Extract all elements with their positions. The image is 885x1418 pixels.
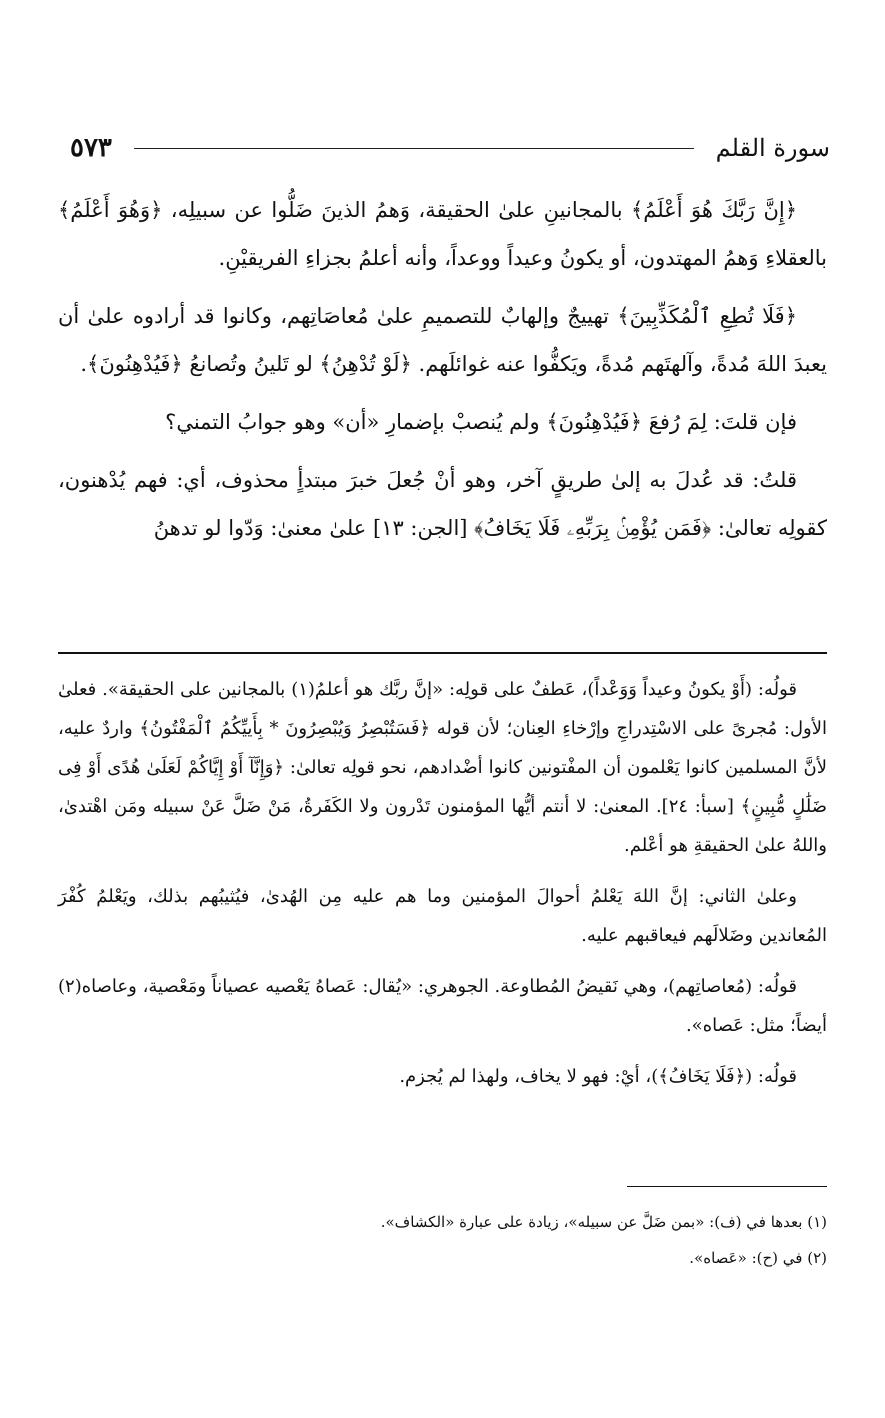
footnotes	[58, 1204, 827, 1276]
page-header	[70, 128, 830, 168]
commentary-paragraph: قولُه: (﴿فَلَا يَخَافُ﴾)، أيْ: فهو لا يخاف، ولهذا لم يُجزم.	[399, 1066, 797, 1087]
footnote: (٢) في (ح): «عَصاه».	[689, 1249, 827, 1267]
surah-title: سورة القلم	[715, 134, 830, 162]
commentary-paragraph: وعلىٰ الثاني: إنَّ اللهَ يَعْلمُ أحوالَ المؤمنين وما هم عليه مِن الهُدىٰ، فيُثيبُهم بذلك، ويَعْلمُ كُفْرَ المُعاندين وضَلالَهم فيعاقبهم عليه.	[58, 886, 827, 946]
section-divider	[58, 652, 827, 654]
page-number: ٥٧٣	[70, 133, 112, 163]
footnote: (١) بعدها في (ف): «بمن ضَلَّ عن سبيله»، زيادة على عبارة «الكشاف».	[380, 1213, 827, 1231]
main-paragraph: فإن قلتَ: لِمَ رُفعَ ﴿فَيُدْهِنُونَ﴾ ولم يُنصبْ بإضمارِ «أن» وهو جوابُ التمني؟	[165, 410, 797, 434]
main-paragraph: قلتُ: قد عُدلَ به إلىٰ طريقٍ آخر، وهو أنْ جُعلَ خبرَ مبتدأٍ محذوف، أي: فهم يُدْهنون، كقولِه تعالىٰ: ﴿فَمَن يُؤْمِنۢ بِرَبِّهِۦ فَلَا يَخَافُ﴾ [الجن: ١٣] علىٰ معنىٰ: وَدّوا لو تدهنُ	[58, 468, 827, 540]
header-rule	[134, 148, 694, 149]
main-text	[58, 186, 827, 562]
commentary	[58, 670, 827, 1108]
commentary-paragraph: قولُه: (أَوْ يكونُ وعيداً وَوَعْداً)، عَطفٌ على قولِه: «إنَّ ربَّك هو أعلمُ(١) بالمجانين على الحقيقة». فعلىٰ الأول: مُجرىً على الاسْتِدراجِ وإرْخاءِ العِنان؛ لأن قوله ﴿فَسَتُبْصِرُ وَيُبْصِرُونَ * بِأَييِّكُمُ ٱلْمَفْتُونُ﴾ واردٌ عليه، لأنَّ المسلمين كانوا يَعْلمون أن المفْتونين كانوا أضْدادهم، نحو قولِه تعالىٰ: ﴿وَإِنَّآ أَوْ إِيَّاكُمْ لَعَلَىٰ هُدًى أَوْ فِى ضَلَٰلٍ مُّبِينٍ﴾ [سبأ: ٢٤]. المعنىٰ: لا أنتم أيُّها المؤمنون تَدْرون ولا الكَفَرةُ، مَنْ ضَلَّ عَنْ سبيله ومَن اهْتدىٰ، واللهُ علىٰ الحقيقةِ هو أعْلم.	[58, 679, 827, 856]
main-paragraph: ﴿إِنَّ رَبَّكَ هُوَ أَعْلَمُ﴾ بالمجانينِ علىٰ الحقيقة، وَهمُ الذينَ ضَلُّوا عن سبيلِه، ﴿وَهُوَ أَعْلَمُ﴾ بالعقلاءِ وَهمُ المهتدون، أو يكونُ وعيداً ووعداً، وأنه أعلمُ بجزاءِ الفريقيْنِ.	[58, 198, 827, 270]
commentary-paragraph: قولُه: (مُعاصاتِهم)، وهي نَقيضُ المُطاوعة. الجوهري: «يُقال: عَصاهُ يَعْصيه عصياناً ومَعْصية، وعاصاه(٢) أيضاً؛ مثل: عَصاه».	[58, 976, 827, 1036]
footnote-rule	[627, 1186, 827, 1187]
main-paragraph: ﴿فَلَا تُطِعِ ٱلْمُكَذِّبِينَ﴾ تهييجٌ وإلهابٌ للتصميمِ علىٰ مُعاصَاتِهم، وكانوا قد أرادوه علىٰ أن يعبدَ اللهَ مُدةً، وآلهتَهم مُدةً، ويَكفُّوا عنه غوائلَهم. ﴿لَوْ تُدْهِنُ﴾ لو تَلينُ وتُصانعُ ﴿فَيُدْهِنُونَ﴾.	[58, 304, 827, 376]
